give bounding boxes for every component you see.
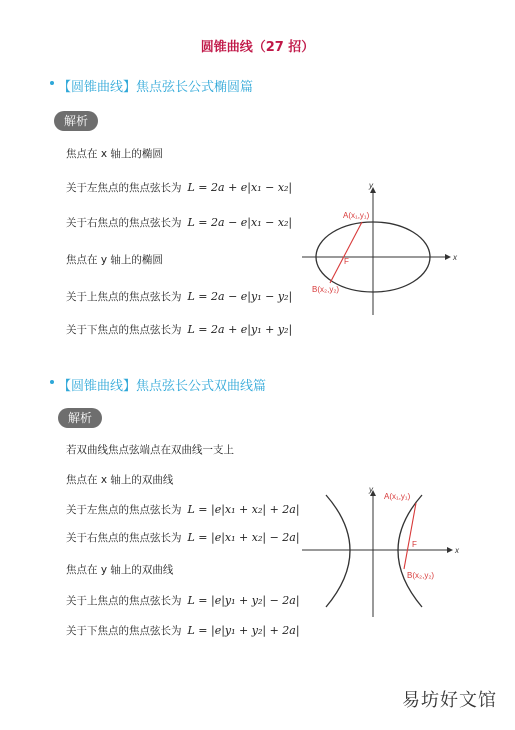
bullet-dot <box>50 81 54 85</box>
formula-label: 关于上焦点的焦点弦长为 <box>66 291 182 303</box>
formula-line <box>66 623 300 638</box>
formula-label: 关于右焦点的焦点弦长为 <box>66 532 182 544</box>
formula-line <box>66 289 292 304</box>
formula-line <box>66 530 300 545</box>
text-line: 焦点在 x 轴上的椭圆 <box>66 148 163 160</box>
hyperbola-diagram <box>300 485 465 620</box>
formula: L = |e|y₁ + y₂| + 2a| <box>187 624 300 637</box>
section-heading-text: 【圆锥曲线】焦点弦长公式双曲线篇 <box>58 379 267 394</box>
y-axis-label: y <box>369 485 373 494</box>
ellipse-diagram <box>300 180 465 320</box>
watermark: 易坊好文馆 <box>402 690 497 711</box>
text-line: 焦点在 y 轴上的双曲线 <box>66 564 174 576</box>
point-b-label: B(x₂,y₂) <box>312 285 340 294</box>
focal-chord <box>404 503 416 569</box>
x-axis-label: x <box>455 546 459 555</box>
formula-line <box>66 215 292 230</box>
analysis-badge: 解析 <box>54 111 98 131</box>
formula-label: 关于下焦点的焦点弦长为 <box>66 324 182 336</box>
section-heading-hyperbola <box>58 375 266 394</box>
formula-line <box>66 593 300 608</box>
formula-line <box>66 322 292 337</box>
formula: L = 2a + e|x₁ − x₂| <box>187 181 293 194</box>
text-line: 焦点在 x 轴上的双曲线 <box>66 474 174 486</box>
formula: L = 2a + e|y₁ + y₂| <box>187 323 293 336</box>
formula-label: 关于左焦点的焦点弦长为 <box>66 504 182 516</box>
page-title: 圆锥曲线（27 招） <box>200 40 315 55</box>
hyperbola-right-branch <box>398 495 422 607</box>
section-heading-text: 【圆锥曲线】焦点弦长公式椭圆篇 <box>58 80 254 95</box>
focus-label: F <box>344 257 349 266</box>
point-a-label: A(x₁,y₁) <box>343 211 370 220</box>
formula-line <box>66 502 300 517</box>
formula-label: 关于上焦点的焦点弦长为 <box>66 595 182 607</box>
hyperbola-left-branch <box>326 495 350 607</box>
bullet-dot <box>50 380 54 384</box>
focus-label: F <box>412 540 417 549</box>
formula-label: 关于右焦点的焦点弦长为 <box>66 217 182 229</box>
formula-line <box>66 180 292 195</box>
formula: L = 2a − e|x₁ − x₂| <box>187 216 293 229</box>
analysis-badge: 解析 <box>58 408 102 428</box>
text-line: 焦点在 y 轴上的椭圆 <box>66 254 163 266</box>
point-b-label: B(x₂,y₂) <box>407 571 435 580</box>
section-heading-ellipse <box>58 76 253 95</box>
formula: L = |e|y₁ + y₂| − 2a| <box>187 594 300 607</box>
x-axis-label: x <box>453 253 457 262</box>
point-a-label: A(x₁,y₁) <box>384 492 411 501</box>
formula: L = |e|x₁ + x₂| − 2a| <box>187 531 300 544</box>
y-axis-label: y <box>369 181 373 190</box>
formula: L = 2a − e|y₁ − y₂| <box>187 290 293 303</box>
formula-label: 关于左焦点的焦点弦长为 <box>66 182 182 194</box>
formula: L = |e|x₁ + x₂| + 2a| <box>187 503 300 516</box>
formula-label: 关于下焦点的焦点弦长为 <box>66 625 182 637</box>
text-line: 若双曲线焦点弦端点在双曲线一支上 <box>66 444 234 456</box>
